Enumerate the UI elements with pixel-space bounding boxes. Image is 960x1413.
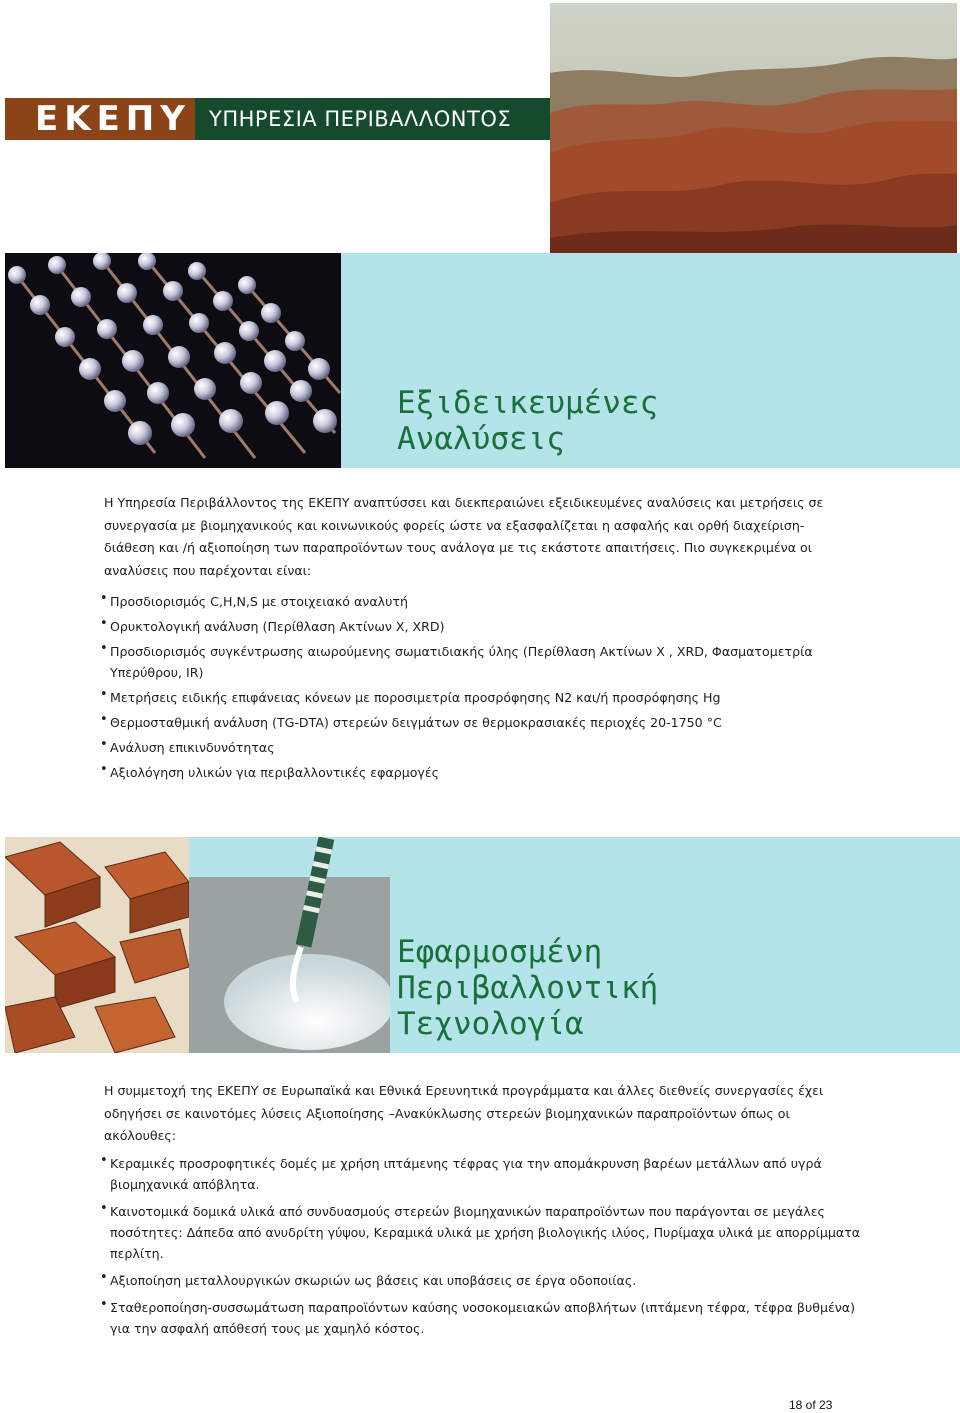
list-item: • Μετρήσεις ειδικής επιφάνειας κόνεων με ποροσιμετρία προσρόφησης N2 και/ή προσρόφησης Hg xyxy=(100,687,860,708)
section-analyses-title-line1: Εξιδεικευμένες xyxy=(397,385,659,421)
list-item: • Καινοτομικά δομικά υλικά από συνδυασμούς στερεών βιομηχανικών παραπροϊόντων που παράγονται σε μεγάλες ποσότητες: Δάπεδα από ανυδρίτη γύψου, Κεραμικά υλικά με χρήση βιολογικής ιλύος, Πυρίμαχα υλικά με απορρίμματα περλίτη. xyxy=(100,1201,870,1264)
molecule-structure-photo xyxy=(5,253,341,468)
list-item: • Προσδιορισμός C,H,N,S με στοιχειακό αναλυτή xyxy=(100,591,860,612)
service-title: ΥΠΗΡΕΣΙΑ ΠΕΡΙΒΑΛΛΟΝΤΟΣ xyxy=(209,107,512,131)
page-number: 18 of 23 xyxy=(789,1398,833,1412)
brand-logo: ΕΚΕΠΥ xyxy=(35,99,191,139)
list-item: • Αξιοποίηση μεταλλουργικών σκωριών ως βάσεις και υποβάσεις σε έργα οδοποιίας. xyxy=(100,1270,870,1291)
brand-block xyxy=(5,98,195,140)
section-technology-list xyxy=(100,1153,870,1345)
header-bar xyxy=(5,98,550,140)
section-analyses-title xyxy=(397,385,658,457)
section-technology-title-line2: Περιβαλλοντική xyxy=(397,970,659,1006)
list-item: • Αξιολόγηση υλικών για περιβαλλοντικές εφαρμογές xyxy=(100,762,860,783)
section-technology-title xyxy=(397,934,658,1042)
list-item: • Κεραμικές προσροφητικές δομές με χρήση ιπτάμενης τέφρας για την απομάκρυνση βαρέων μετάλλων από υγρά βιομηχανικά απόβλητα. xyxy=(100,1153,870,1195)
section-technology-title-line1: Εφαρμοσμένη xyxy=(397,934,603,970)
cement-mixing-photo xyxy=(189,837,390,1053)
landscape-photo xyxy=(550,3,957,254)
list-item: • Ανάλυση επικινδυνότητας xyxy=(100,737,860,758)
list-item: • Ορυκτολογική ανάλυση (Περίθλαση Ακτίνων Χ, XRD) xyxy=(100,616,860,637)
bricks-photo xyxy=(5,837,189,1053)
list-item: • Προσδιορισμός συγκέντρωσης αιωρούμενης σωματιδιακής ύλης (Περίθλαση Ακτίνων Χ , XRD, Φασματομετρία Υπερύθρου, IR) xyxy=(100,641,860,683)
section-analyses-title-line2: Αναλύσεις xyxy=(397,421,565,457)
section-analyses-intro: Η Υπηρεσία Περιβάλλοντος της ΕΚΕΠΥ αναπτύσσει και διεκπεραιώνει εξειδικευμένες αναλύσεις και μετρήσεις σε συνεργασία με βιομηχανικούς και κοινωνικούς φορείς ώστε να εξασφαλίζεται η ασφαλής και ορθή διαχείριση-διάθεση και /ή αξιοποίηση των παραπροϊόντων τους ανάλογα με τις εκάστοτε απαιτήσεις. Πιο συγκεκριμένα οι αναλύσεις που παρέχονται είναι: xyxy=(104,495,824,578)
list-item: • Θερμοσταθμική ανάλυση (TG-DTA) στερεών δειγμάτων σε θερμοκρασιακές περιοχές 20-1750 °C xyxy=(100,712,860,733)
section-technology-title-line3: Τεχνολογία xyxy=(397,1006,584,1042)
list-item: • Σταθεροποίηση-συσσωμάτωση παραπροϊόντων καύσης νοσοκομειακών αποβλήτων (ιπτάμενη τέφρα, τέφρα βυθμένα) για την ασφαλή απόθεσή τους με χαμηλό κόστος. xyxy=(100,1297,870,1339)
section-analyses-list xyxy=(100,591,860,787)
section-technology-intro: Η συμμετοχή της ΕΚΕΠΥ σε Ευρωπαϊκά και Εθνικά Ερευνητικά προγράμματα και άλλες διεθνείς συνεργασίες έχει οδηγήσει σε καινοτόμες λύσεις Αξιοποίησης –Ανακύκλωσης στερεών βιομηχανικών παραπροϊόντων όπως οι ακόλουθες: xyxy=(104,1083,824,1143)
